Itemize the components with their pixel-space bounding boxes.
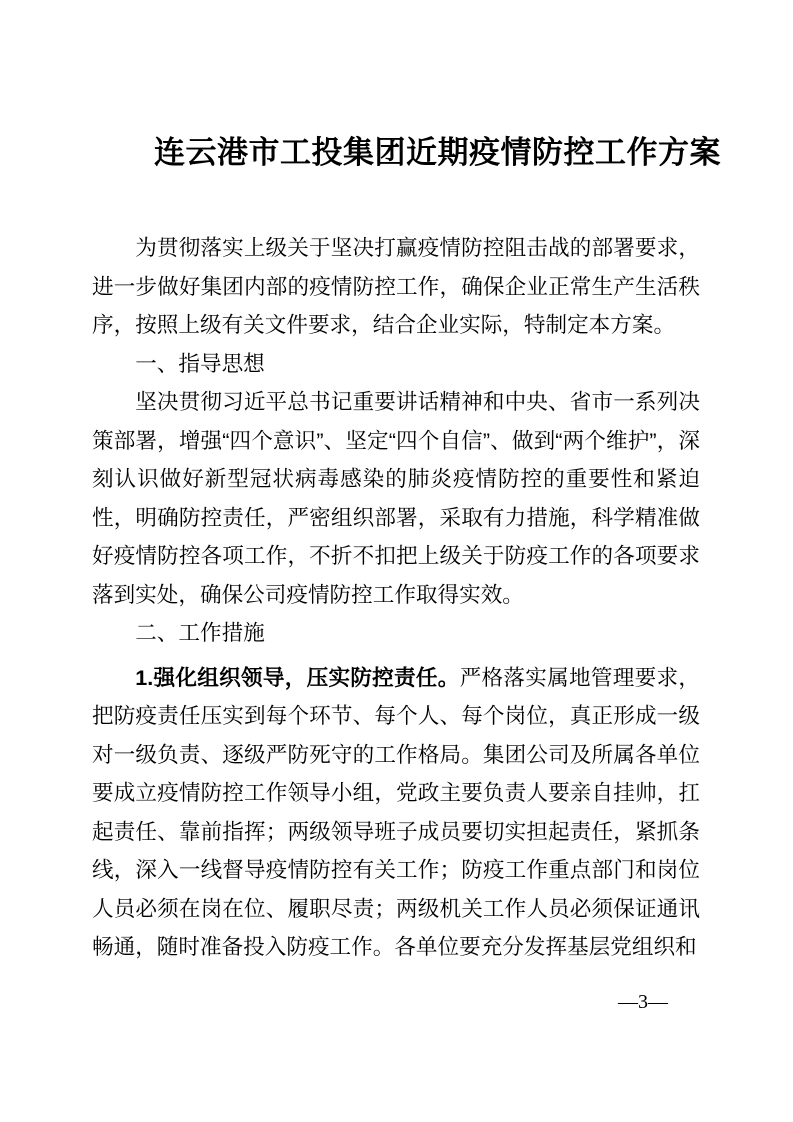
document-title: 连云港市工投集团近期疫情防控工作方案 <box>154 135 721 170</box>
page-number: —3— <box>618 991 668 1013</box>
measure-1-lead: 1.强化组织领导，压实防控责任。 <box>135 664 460 690</box>
document-content <box>92 0 721 967</box>
section-heading-work-measures: 二、工作措施 <box>135 620 265 645</box>
paragraph-measure-1 <box>92 659 700 967</box>
section-heading-guiding-ideology: 一、指导思想 <box>135 350 265 376</box>
paragraph-guiding-ideology: 坚决贯彻习近平总书记重要讲话精神和中央、省市一系列决策部署，增强“四个意识”、坚定“四个自信”、做到“两个维护”，深刻认识做好新型冠状病毒感染的肺炎疫情防控的重要性和紧迫性，明确防控责任，严密组织部署，采取有力措施，科学精准做好疫情防控各项工作，不折不扣把上级关于防疫工作的各项要求落到实处，确保公司疫情防控工作取得实效。 <box>92 389 700 607</box>
measure-1-body: 严格落实属地管理要求，把防疫责任压实到每个环节、每个人、每个岗位，真正形成一级对一级负责、逐级严防死守的工作格局。集团公司及所属各单位要成立疫情防控工作领导小组，党政主要负责人要亲自挂帅，扛起责任、靠前指挥；两级领导班子成员要切实担起责任，紧抓条线，深入一线督导疫情防控有关工作；防疫工作重点部门和岗位人员必须在岗在位、履职尽责；两级机关工作人员必须保证通讯畅通，随时准备投入防疫工作。各单位要充分发挥基层党组织和 <box>92 664 700 959</box>
paragraph-intro: 为贯彻落实上级关于坚决打赢疫情防控阻击战的部署要求，进一步做好集团内部的疫情防控工作，确保企业正常生产生活秩序，按照上级有关文件要求，结合企业实际，特制定本方案。 <box>92 235 700 337</box>
